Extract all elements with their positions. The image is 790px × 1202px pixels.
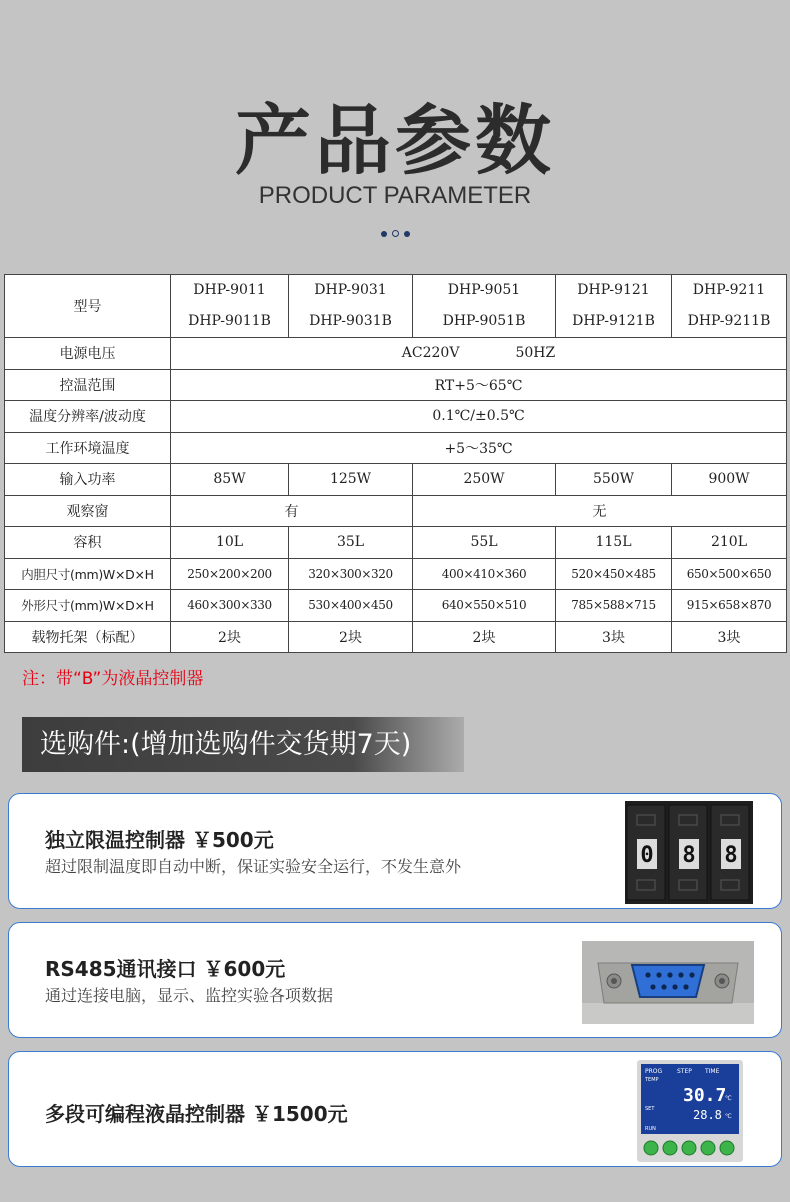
power-value: 550W [556, 464, 672, 496]
inner-size-value: 520×450×485 [556, 558, 672, 590]
title-dots-decoration [0, 230, 790, 237]
option-title: RS485通讯接口 ￥600元 [45, 957, 286, 981]
power-value: 250W [413, 464, 556, 496]
option-card-lcd-controller[interactable] [8, 1051, 782, 1167]
row-label-outer: 外形尺寸(mm)W×D×H [5, 590, 171, 622]
frequency-value: 50HZ [515, 345, 556, 362]
lcd-run-label: RUN [645, 1126, 656, 1132]
volume-value: 10L [171, 527, 289, 559]
table-row-shelves [5, 621, 787, 653]
option-card-rs485[interactable] [8, 922, 782, 1038]
power-value: 85W [171, 464, 289, 496]
volume-value: 115L [556, 527, 672, 559]
lcd-controller-image [637, 1060, 743, 1162]
row-label-volume: 容积 [5, 527, 171, 559]
row-label-resolution: 温度分辨率/波动度 [5, 401, 171, 433]
volume-value: 210L [672, 527, 787, 559]
lcd-temp-unit: ℃ [725, 1095, 732, 1102]
lcd-set-value: 28.8 [693, 1108, 722, 1122]
model-cell [413, 275, 556, 338]
model-name: DHP-9121 [577, 282, 650, 298]
option-desc: 超过限制温度即自动中断，保证实验安全运行，不发生意外 [45, 857, 462, 876]
model-cell [171, 275, 289, 338]
row-label-model: 型号 [5, 275, 171, 338]
option-card-limiter[interactable] [8, 793, 782, 909]
inner-size-value: 250×200×200 [171, 558, 289, 590]
lcd-time-label: TIME [705, 1068, 720, 1075]
lcd-step-label: STEP [677, 1068, 692, 1075]
row-label-power: 输入功率 [5, 464, 171, 496]
db9-connector-image [582, 941, 754, 1024]
row-label-ambient: 工作环境温度 [5, 432, 171, 464]
table-row-model [5, 275, 787, 338]
table-row-window [5, 495, 787, 527]
model-name-b: DHP-9211B [687, 313, 771, 329]
volume-value: 55L [413, 527, 556, 559]
row-label-shelves: 载物托架（标配） [5, 621, 171, 653]
table-row-temp-range [5, 369, 787, 401]
model-name-b: DHP-9121B [572, 313, 655, 329]
model-cell [556, 275, 672, 338]
option-desc: 通过连接电脑，显示、监控实验各项数据 [45, 986, 334, 1005]
resolution-value: 0.1℃/±0.5℃ [171, 401, 787, 433]
page-subtitle: PRODUCT PARAMETER [258, 182, 532, 209]
table-row-outer [5, 590, 787, 622]
table-row-power [5, 464, 787, 496]
window-no-value: 无 [413, 495, 787, 527]
controller-note: 注：带“B”为液晶控制器 [22, 669, 204, 689]
lcd-temp-label: TEMP [645, 1077, 659, 1083]
model-cell [672, 275, 787, 338]
options-banner: 选购件:(增加选购件交货期7天) [22, 717, 464, 772]
table-row-volume [5, 527, 787, 559]
model-name: DHP-9011 [193, 282, 266, 298]
lcd-set-unit: ℃ [725, 1113, 732, 1120]
thumbwheel-digit: 8 [724, 843, 738, 868]
parameter-table [4, 274, 787, 653]
model-name-b: DHP-9051B [442, 313, 526, 329]
row-label-window: 观察窗 [5, 495, 171, 527]
shelves-value: 2块 [289, 621, 413, 653]
ambient-value: +5～35℃ [171, 432, 787, 464]
ring-dot-icon [392, 230, 399, 237]
model-name-b: DHP-9031B [309, 313, 392, 329]
lcd-set-label: SET [645, 1106, 655, 1112]
model-name: DHP-9031 [314, 282, 387, 298]
thumbwheel-digit: 0 [640, 843, 654, 868]
voltage-cell [171, 338, 787, 370]
shelves-value: 3块 [672, 621, 787, 653]
outer-size-value: 915×658×870 [672, 590, 787, 622]
model-name-b: DHP-9011B [188, 313, 271, 329]
page-title: 产品参数 [235, 96, 555, 185]
model-name: DHP-9211 [692, 282, 766, 298]
row-label-voltage: 电源电压 [5, 338, 171, 370]
dot-icon [404, 231, 410, 237]
row-label-temp-range: 控温范围 [5, 369, 171, 401]
model-cell [289, 275, 413, 338]
option-title: 独立限温控制器 ￥500元 [45, 828, 274, 852]
lcd-temp-value: 30.7 [683, 1085, 727, 1106]
thumbwheel-switch-image [625, 801, 753, 904]
shelves-value: 2块 [171, 621, 289, 653]
power-value: 900W [672, 464, 787, 496]
model-name: DHP-9051 [447, 282, 521, 298]
outer-size-value: 785×588×715 [556, 590, 672, 622]
volume-value: 35L [289, 527, 413, 559]
window-yes-value: 有 [171, 495, 413, 527]
table-row-voltage [5, 338, 787, 370]
row-label-inner: 内胆尺寸(mm)W×D×H [5, 558, 171, 590]
inner-size-value: 320×300×320 [289, 558, 413, 590]
dot-icon [381, 231, 387, 237]
inner-size-value: 400×410×360 [413, 558, 556, 590]
power-value: 125W [289, 464, 413, 496]
thumbwheel-digit: 8 [682, 843, 696, 868]
table-row-resolution [5, 401, 787, 433]
option-title: 多段可编程液晶控制器 ￥1500元 [45, 1102, 348, 1126]
lcd-prog-label: PROG [645, 1068, 663, 1075]
outer-size-value: 530×400×450 [289, 590, 413, 622]
shelves-value: 2块 [413, 621, 556, 653]
table-row-inner [5, 558, 787, 590]
outer-size-value: 640×550×510 [413, 590, 556, 622]
temp-range-value: RT+5～65℃ [171, 369, 787, 401]
voltage-value: AC220V [401, 345, 460, 362]
outer-size-value: 460×300×330 [171, 590, 289, 622]
table-row-ambient [5, 432, 787, 464]
inner-size-value: 650×500×650 [672, 558, 787, 590]
shelves-value: 3块 [556, 621, 672, 653]
